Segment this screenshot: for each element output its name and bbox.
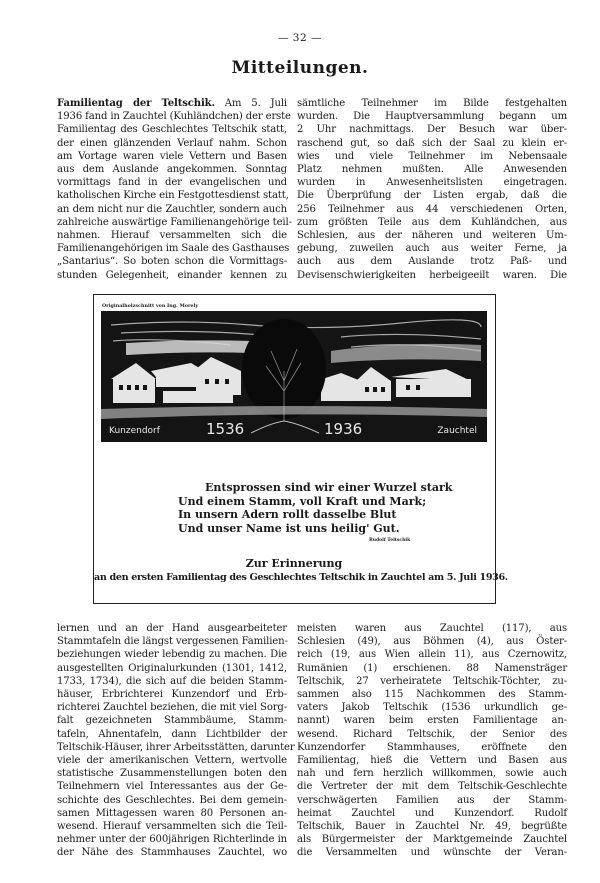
woodcut-landscape xyxy=(101,311,487,442)
text-line: 2 Uhr nachmittags. Der Besuch war über- xyxy=(297,124,567,136)
woodcut-label-zauchtel: Zauchtel xyxy=(437,426,477,436)
text-line: Kunzendorfer Stammhauses, eröffnete den xyxy=(297,741,567,753)
text-line: Teltschik, 27 verheiratete Teltschik-Töchter, zu- xyxy=(297,675,567,687)
text-line: ausgestellten Originalurkunden (1301, 1412, xyxy=(57,662,287,674)
text-line: wesend. Hierauf versammelten sich die Teil- xyxy=(57,821,287,833)
text-line: Rumänien (1) erschienen. 88 Namensträger xyxy=(297,662,567,674)
text-line: Stammtafeln die längst vergessenen Familien- xyxy=(57,636,288,648)
text-line: verschwägerten Familien aus der Stamm- xyxy=(297,794,567,806)
poem-line: In unsern Adern rollt dasselbe Blut xyxy=(178,508,397,521)
text-line: zahlreiche auswärtige Familienangehörige teil- xyxy=(57,216,292,228)
text-line: der Nähe des Stammhauses Zauchtel, wo xyxy=(57,847,287,859)
text-line: aus dem Auslande angekommen. Sonntag xyxy=(57,164,287,176)
poem xyxy=(178,481,478,535)
text-line: gebung, zuweilen auch aus weiter Ferne, ja xyxy=(297,243,567,255)
text-line: nehmer unter der 600jährigen Richterlinde in xyxy=(57,834,287,846)
text-line: Schlesien (49), aus Böhmen (4), aus Öster- xyxy=(297,636,567,648)
text-line: Familientag des Geschlechtes Teltschik statt, xyxy=(57,124,287,136)
text-line: Teilnehmern viel Interessantes aus der Ge- xyxy=(57,781,287,793)
text-line: nannt) waren beim ersten Familientage an- xyxy=(297,715,567,727)
text-line: als Bürgermeister der Marktgemeinde Zauchtel xyxy=(297,834,567,846)
text-line: „Santarius“. So boten schon die Vormittags- xyxy=(57,256,287,268)
text-line: Schlesien, aus der näheren und weiteren Um- xyxy=(297,230,567,242)
commemorative-figure xyxy=(93,294,508,604)
text-line: die Vertreter der mit dem Teltschik-Geschlechte xyxy=(297,781,567,793)
text-line: katholischen Kirche ein Festgottesdienst statt, xyxy=(57,190,289,202)
text-fragment: Am 5. Juli xyxy=(224,98,287,109)
column-top-left xyxy=(57,97,292,282)
text-line: wurden in Anwesenheitslisten eingetragen. xyxy=(297,177,567,189)
text-line: statistische Zusammenstellungen boten den xyxy=(57,768,287,780)
text-line: schichte des Geschlechtes. Bei dem gemein- xyxy=(57,794,287,806)
text-line: nah und fern herzlich willkommen, sowie auch xyxy=(297,768,567,780)
column-bottom-right xyxy=(297,622,567,860)
text-line: tafeln, Ahnentafeln, dann Lichtbilder der xyxy=(57,728,287,740)
text-line: meisten waren aus Zauchtel (117), aus xyxy=(297,623,567,634)
text-line: an dem nicht nur die Zauchtler, sondern auch xyxy=(57,203,287,215)
text-line: samen Mittagessen waren 80 Personen an- xyxy=(57,807,287,819)
woodcut-image xyxy=(101,311,487,442)
text-line: wesend. Richard Teltschik, der Senior des xyxy=(297,728,567,740)
text-line: 1733, 1734), die sich auf die beiden Stamm- xyxy=(57,675,287,687)
poem-line: Und unser Name ist uns heilig' Gut. xyxy=(178,521,400,535)
text-line: reich (19, aus Wien allein 11), aus Czernowitz, xyxy=(297,649,567,661)
text-line: viele der amerikanischen Vettern, wertvolle xyxy=(57,755,287,767)
page-number: — 32 — xyxy=(277,32,323,44)
text-line: Devisenschwierigkeiten herbeigeeilt waren. Die xyxy=(297,269,567,281)
section-title: Mitteilungen. xyxy=(231,58,369,78)
woodcut-year-1536: 1536 xyxy=(206,420,245,438)
woodcut-year-1936: 1936 xyxy=(324,420,363,438)
text-line: richterei Zauchtel beziehen, die mit viel Sorg- xyxy=(57,702,287,714)
text-line: Teltschik-Häuser, ihrer Arbeitsstätten, darunter xyxy=(57,741,295,753)
text-line: Familientag, hieß die Vettern und Basen aus xyxy=(297,755,567,767)
text-line: Die Überprüfung der Listen ergab, daß die xyxy=(297,190,567,202)
column-bottom-left xyxy=(57,622,295,860)
text-line: der einen glänzenden Verlauf nahm. Schon xyxy=(57,137,287,149)
text-line: auch aus dem Auslande trotz Paß- und xyxy=(297,256,567,268)
text-line: wurden. Die Hauptversammlung begann um xyxy=(297,111,567,123)
text-line: die Versammelten und wünschte der Veran- xyxy=(297,847,567,859)
text-line: stunden Gelegenheit, einander kennen zu xyxy=(57,269,287,281)
text-line: am Vortage waren viele Vettern und Basen xyxy=(57,150,287,162)
text-line: wies und viele Teilnehmer im Nebensaale xyxy=(297,150,567,162)
text-line: sammen also 115 Nachkommen des Stamm- xyxy=(297,689,567,701)
text-line: Teltschik, Bauer in Zauchtel Nr. 49, begrüßte xyxy=(297,821,567,833)
text-line: nahmen. Hierauf versammelten sich die xyxy=(57,230,287,242)
text-line xyxy=(57,97,287,110)
text-line: häuser, Erbrichterei Kunzendorf und Erb- xyxy=(57,689,287,701)
memorial-heading: Zur Erinnerung xyxy=(245,557,343,570)
text-line: heimat Zauchtel und Kunzendorf. Rudolf xyxy=(297,807,567,819)
poem-line: Entsprossen sind wir einer Wurzel stark xyxy=(205,481,453,494)
woodcut-label-kunzendorf: Kunzendorf xyxy=(109,426,160,436)
text-line: lernen und an der Hand ausgearbeiteter xyxy=(57,623,287,634)
poem-signature: Rudolf Teltschik xyxy=(369,538,411,543)
text-line: raschend gut, so daß sich der Saal zu klein er- xyxy=(297,137,567,149)
text-line: 1936 fand in Zauchtel (Kuhländchen) der erste xyxy=(57,111,291,123)
text-line: beziehungen wieder lebendig zu machen. Die xyxy=(57,649,287,661)
text-line: vaters Jakob Teltschik (1536 urkundlich ge- xyxy=(297,702,567,714)
text-line: sämtliche Teilnehmer im Bilde festgehalten xyxy=(297,98,567,109)
text-line: 256 Teilnehmer aus 44 verschiedenen Orten, xyxy=(297,203,567,215)
text-line: falt gezeichneten Stammbäume, Stamm- xyxy=(57,715,287,727)
text-line: zum größten Teile aus dem Kuhländchen, aus xyxy=(297,216,567,228)
article-lead: Familientag der Teltschik. xyxy=(57,98,215,109)
column-top-right xyxy=(297,97,567,282)
text-line: vormittags fand in der evangelischen und xyxy=(57,177,287,189)
text-line: Familienangehörigen im Saale des Gasthauses xyxy=(57,243,290,255)
text-line: Platz nehmen mußten. Alle Anwesenden xyxy=(297,164,567,176)
memorial-line: an den ersten Familientag des Geschlechtes Teltschik in Zauchtel am 5. Juli 1936. xyxy=(94,572,508,583)
poem-line: Und einem Stamm, voll Kraft und Mark; xyxy=(178,494,427,508)
figure-credit: Originalholzschnitt von Ing. Morely xyxy=(102,303,199,309)
